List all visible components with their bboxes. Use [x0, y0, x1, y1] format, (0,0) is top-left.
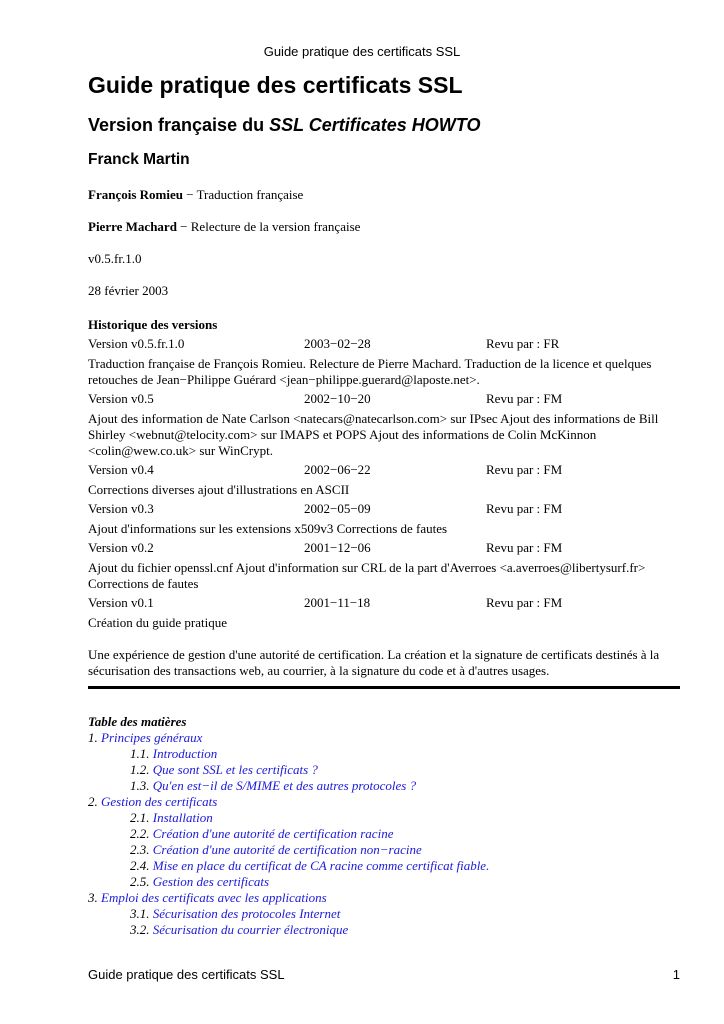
revision-version: Version v0.2	[88, 540, 154, 555]
revision-date: 2002−10−20	[304, 391, 371, 406]
subtitle-emphasis: SSL Certificates HOWTO	[269, 115, 481, 135]
toc-item	[88, 826, 680, 842]
toc-item	[88, 874, 680, 890]
toc-item	[88, 794, 680, 810]
toc-item-number: 3.2.	[130, 922, 153, 937]
toc-item-number: 2.3.	[130, 842, 153, 857]
toc-item	[88, 922, 680, 938]
revision-reviewer: Revu par : FR	[486, 336, 560, 351]
footer-title: Guide pratique des certificats SSL	[88, 967, 285, 982]
toc-item	[88, 810, 680, 826]
toc-item-number: 2.5.	[130, 874, 153, 889]
toc-item	[88, 858, 680, 874]
revision-row	[88, 540, 680, 556]
toc-link[interactable]: Création d'une autorité de certification racine	[152, 826, 394, 841]
revision-date: 2002−05−09	[304, 501, 371, 516]
revision-version: Version v0.5.fr.1.0	[88, 336, 185, 351]
toc-link[interactable]: Principes généraux	[101, 730, 203, 745]
revision-description: Ajout du fichier openssl.cnf Ajout d'information sur CRL de la part d'Averroes <a.averroes@libertysurf.fr> Corrections de fautes	[88, 560, 646, 591]
revision-version: Version v0.3	[88, 501, 154, 516]
toc-title: Table des matières	[88, 714, 187, 729]
toc-item-number: 1.	[88, 730, 101, 745]
revision-date: 2001−11−18	[304, 595, 371, 610]
revision-description: Ajout d'informations sur les extensions x509v3 Corrections de fautes	[88, 521, 448, 536]
subtitle	[88, 113, 680, 137]
revision-reviewer: Revu par : FM	[486, 391, 563, 406]
contributor-role: Relecture de la version française	[190, 219, 361, 234]
revision-reviewer: Revu par : FM	[486, 540, 563, 555]
horizontal-rule	[88, 686, 680, 689]
toc-link[interactable]: Installation	[152, 810, 213, 825]
toc-link[interactable]: Introduction	[152, 746, 218, 761]
revision-history-title: Historique des versions	[88, 317, 218, 332]
table-of-contents	[88, 714, 680, 938]
toc-item	[88, 762, 680, 778]
contributor-role: Traduction française	[196, 187, 304, 202]
toc-item	[88, 778, 680, 794]
toc-item-number: 3.	[88, 890, 101, 905]
author: Franck Martin	[88, 151, 190, 168]
toc-item-number: 2.4.	[130, 858, 153, 873]
toc-link[interactable]: Gestion des certificats	[101, 794, 218, 809]
toc-link[interactable]: Que sont SSL et les certificats ?	[152, 762, 318, 777]
contributor-separator: −	[176, 219, 191, 234]
toc-item	[88, 730, 680, 746]
toc-link[interactable]: Mise en place du certificat de CA racine comme certificat fiable.	[152, 858, 490, 873]
revision-row	[88, 336, 680, 352]
toc-link[interactable]: Sécurisation du courrier électronique	[152, 922, 349, 937]
revision-description: Corrections diverses ajout d'illustrations en ASCII	[88, 482, 350, 497]
toc-item	[88, 746, 680, 762]
page-number: 1	[672, 967, 680, 982]
toc-link[interactable]: Qu'en est−il de S/MIME et des autres protocoles ?	[152, 778, 417, 793]
revision-description: Création du guide pratique	[88, 615, 227, 630]
toc-item	[88, 906, 680, 922]
revision-row	[88, 391, 680, 407]
toc-item-number: 1.1.	[130, 746, 153, 761]
toc-item-number: 2.	[88, 794, 101, 809]
toc-link[interactable]: Emploi des certificats avec les applications	[101, 890, 327, 905]
document-version: v0.5.fr.1.0	[88, 251, 142, 266]
publication-date: 28 février 2003	[88, 283, 169, 298]
revision-description: Traduction française de François Romieu. Relecture de Pierre Machard. Traduction de la licence et quelques retouches de Jean−Philippe Guérard <jean−philippe.guerard@laposte.net>.	[88, 356, 652, 387]
toc-link[interactable]: Création d'une autorité de certification non−racine	[152, 842, 422, 857]
contributor-name: Pierre Machard	[88, 219, 177, 234]
revision-version: Version v0.1	[88, 595, 154, 610]
revision-date: 2002−06−22	[304, 462, 371, 477]
contributor-romieu	[88, 187, 680, 203]
revision-date: 2001−12−06	[304, 540, 371, 555]
revision-row	[88, 501, 680, 517]
subtitle-prefix: Version française du	[88, 115, 270, 135]
revision-row	[88, 462, 680, 478]
toc-link[interactable]: Gestion des certificats	[152, 874, 270, 889]
abstract: Une expérience de gestion d'une autorité de certification. La création et la signature de certificats destinés à la sécurisation des transactions web, au courrier, à la signature du code et à d'autres usages.	[88, 647, 660, 678]
toc-item-number: 1.2.	[130, 762, 153, 777]
revision-history	[88, 317, 680, 631]
toc-item-number: 2.2.	[130, 826, 153, 841]
document-body	[88, 70, 680, 938]
revision-row	[88, 595, 680, 611]
contributor-machard	[88, 219, 680, 235]
toc-item	[88, 842, 680, 858]
revision-date: 2003−02−28	[304, 336, 371, 351]
toc-item	[88, 890, 680, 906]
revision-description: Ajout des information de Nate Carlson <natecars@natecarlson.com> sur IPsec Ajout des informations de Bill Shirley <webnut@telocity.com> sur IMAPS et POPS Ajout des informations de Colin McKinnon <colin@wew.co.uk> sur WinCrypt.	[88, 411, 659, 458]
toc-item-number: 1.3.	[130, 778, 153, 793]
toc-list	[88, 730, 680, 938]
revision-reviewer: Revu par : FM	[486, 462, 563, 477]
revision-version: Version v0.5	[88, 391, 154, 406]
toc-item-number: 2.1.	[130, 810, 153, 825]
running-header: Guide pratique des certificats SSL	[263, 44, 461, 59]
page-title: Guide pratique des certificats SSL	[88, 72, 463, 98]
revision-version: Version v0.4	[88, 462, 154, 477]
contributor-separator: −	[182, 187, 197, 202]
contributor-name: François Romieu	[88, 187, 183, 202]
toc-item-number: 3.1.	[130, 906, 153, 921]
revision-reviewer: Revu par : FM	[486, 501, 563, 516]
revision-reviewer: Revu par : FM	[486, 595, 563, 610]
toc-link[interactable]: Sécurisation des protocoles Internet	[152, 906, 341, 921]
